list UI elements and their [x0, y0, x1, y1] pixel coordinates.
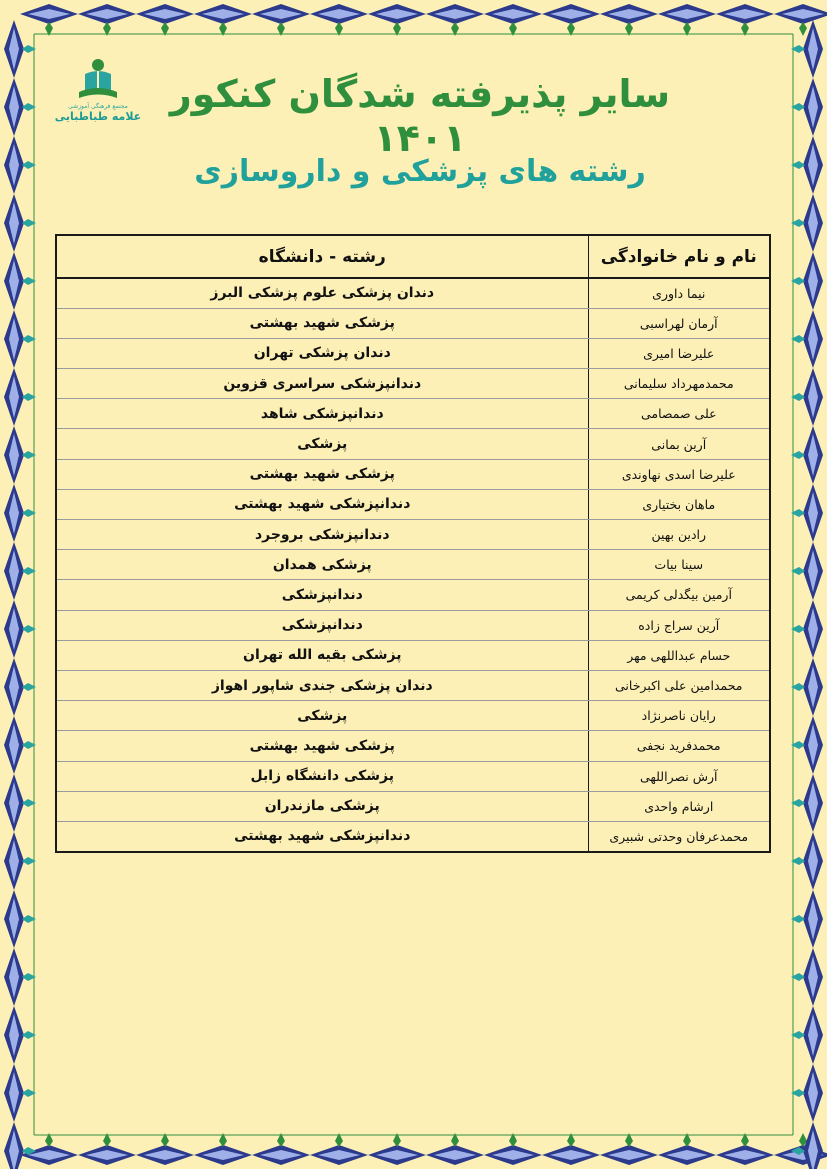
logo-tagline: مجتمع فرهنگی آموزشی	[68, 103, 128, 110]
logo-mark-icon	[73, 58, 123, 102]
logo	[54, 58, 142, 130]
table-row	[56, 369, 770, 399]
field-university: دندان پزشکی تهران	[56, 338, 588, 368]
field-university: پزشکی شهید بهشتی	[56, 459, 588, 489]
admissions-table	[55, 234, 771, 853]
field-university: پزشکی دانشگاه زابل	[56, 761, 588, 791]
table-row	[56, 429, 770, 459]
student-name: علیرضا امیری	[588, 338, 770, 368]
field-university: پزشکی شهید بهشتی	[56, 731, 588, 761]
logo-name: علامه طباطبایی	[54, 110, 142, 123]
student-name: آرمان لهراسبی	[588, 308, 770, 338]
field-university: پزشکی	[56, 701, 588, 731]
page-title: سایر پذیرفته شدگان کنکور ۱۴۰۱	[169, 72, 671, 160]
student-name: ماهان بختیاری	[588, 489, 770, 519]
field-university: پزشکی	[56, 429, 588, 459]
student-name: حسام عبداللهی مهر	[588, 640, 770, 670]
field-university: دندانپزشکی شهید بهشتی	[56, 489, 588, 519]
student-name: آرین بمانی	[588, 429, 770, 459]
table-row	[56, 791, 770, 821]
student-name: محمدفرید نجفی	[588, 731, 770, 761]
field-university: پزشکی مازندران	[56, 791, 588, 821]
page-subtitle: رشته های پزشکی و داروسازی	[194, 154, 646, 189]
header-field: رشته - دانشگاه	[56, 235, 588, 278]
field-university: دندانپزشکی بروجرد	[56, 520, 588, 550]
student-name: محمدمهرداد سلیمانی	[588, 369, 770, 399]
table-row	[56, 670, 770, 700]
table-row	[56, 338, 770, 368]
table-row	[56, 640, 770, 670]
student-name: علیرضا اسدی نهاوندی	[588, 459, 770, 489]
student-name: محمدامین علی اکبرخانی	[588, 670, 770, 700]
field-university: دندانپزشکی	[56, 610, 588, 640]
table-row	[56, 520, 770, 550]
table-row	[56, 399, 770, 429]
table-body	[56, 278, 770, 852]
student-name: ارشام واحدی	[588, 791, 770, 821]
table-row	[56, 610, 770, 640]
field-university: دندانپزشکی شهید بهشتی	[56, 821, 588, 851]
field-university: پزشکی شهید بهشتی	[56, 308, 588, 338]
table-row	[56, 278, 770, 308]
table-row	[56, 701, 770, 731]
header-name: نام و نام خانوادگی	[588, 235, 770, 278]
student-name: نیما داوری	[588, 278, 770, 308]
table-row	[56, 489, 770, 519]
student-name: آرش نصراللهی	[588, 761, 770, 791]
field-university: دندان پزشکی جندی شاپور اهواز	[56, 670, 588, 700]
student-name: آرین سراج زاده	[588, 610, 770, 640]
student-name: علی صمصامی	[588, 399, 770, 429]
table-row	[56, 459, 770, 489]
field-university: دندانپزشکی سراسری قزوین	[56, 369, 588, 399]
table-row	[56, 308, 770, 338]
table-row	[56, 550, 770, 580]
field-university: دندانپزشکی شاهد	[56, 399, 588, 429]
student-name: آرمین بیگدلی کریمی	[588, 580, 770, 610]
field-university: دندانپزشکی	[56, 580, 588, 610]
student-name: رادین بهین	[588, 520, 770, 550]
table-row	[56, 580, 770, 610]
field-university: پزشکی بقیه الله تهران	[56, 640, 588, 670]
table-row	[56, 761, 770, 791]
student-name: سینا بیات	[588, 550, 770, 580]
table-row	[56, 821, 770, 851]
table-header-row	[56, 235, 770, 278]
student-name: محمدعرفان وحدتی شبیری	[588, 821, 770, 851]
field-university: دندان پزشکی علوم پزشکی البرز	[56, 278, 588, 308]
field-university: پزشکی همدان	[56, 550, 588, 580]
student-name: رایان ناصرنژاد	[588, 701, 770, 731]
table-row	[56, 731, 770, 761]
